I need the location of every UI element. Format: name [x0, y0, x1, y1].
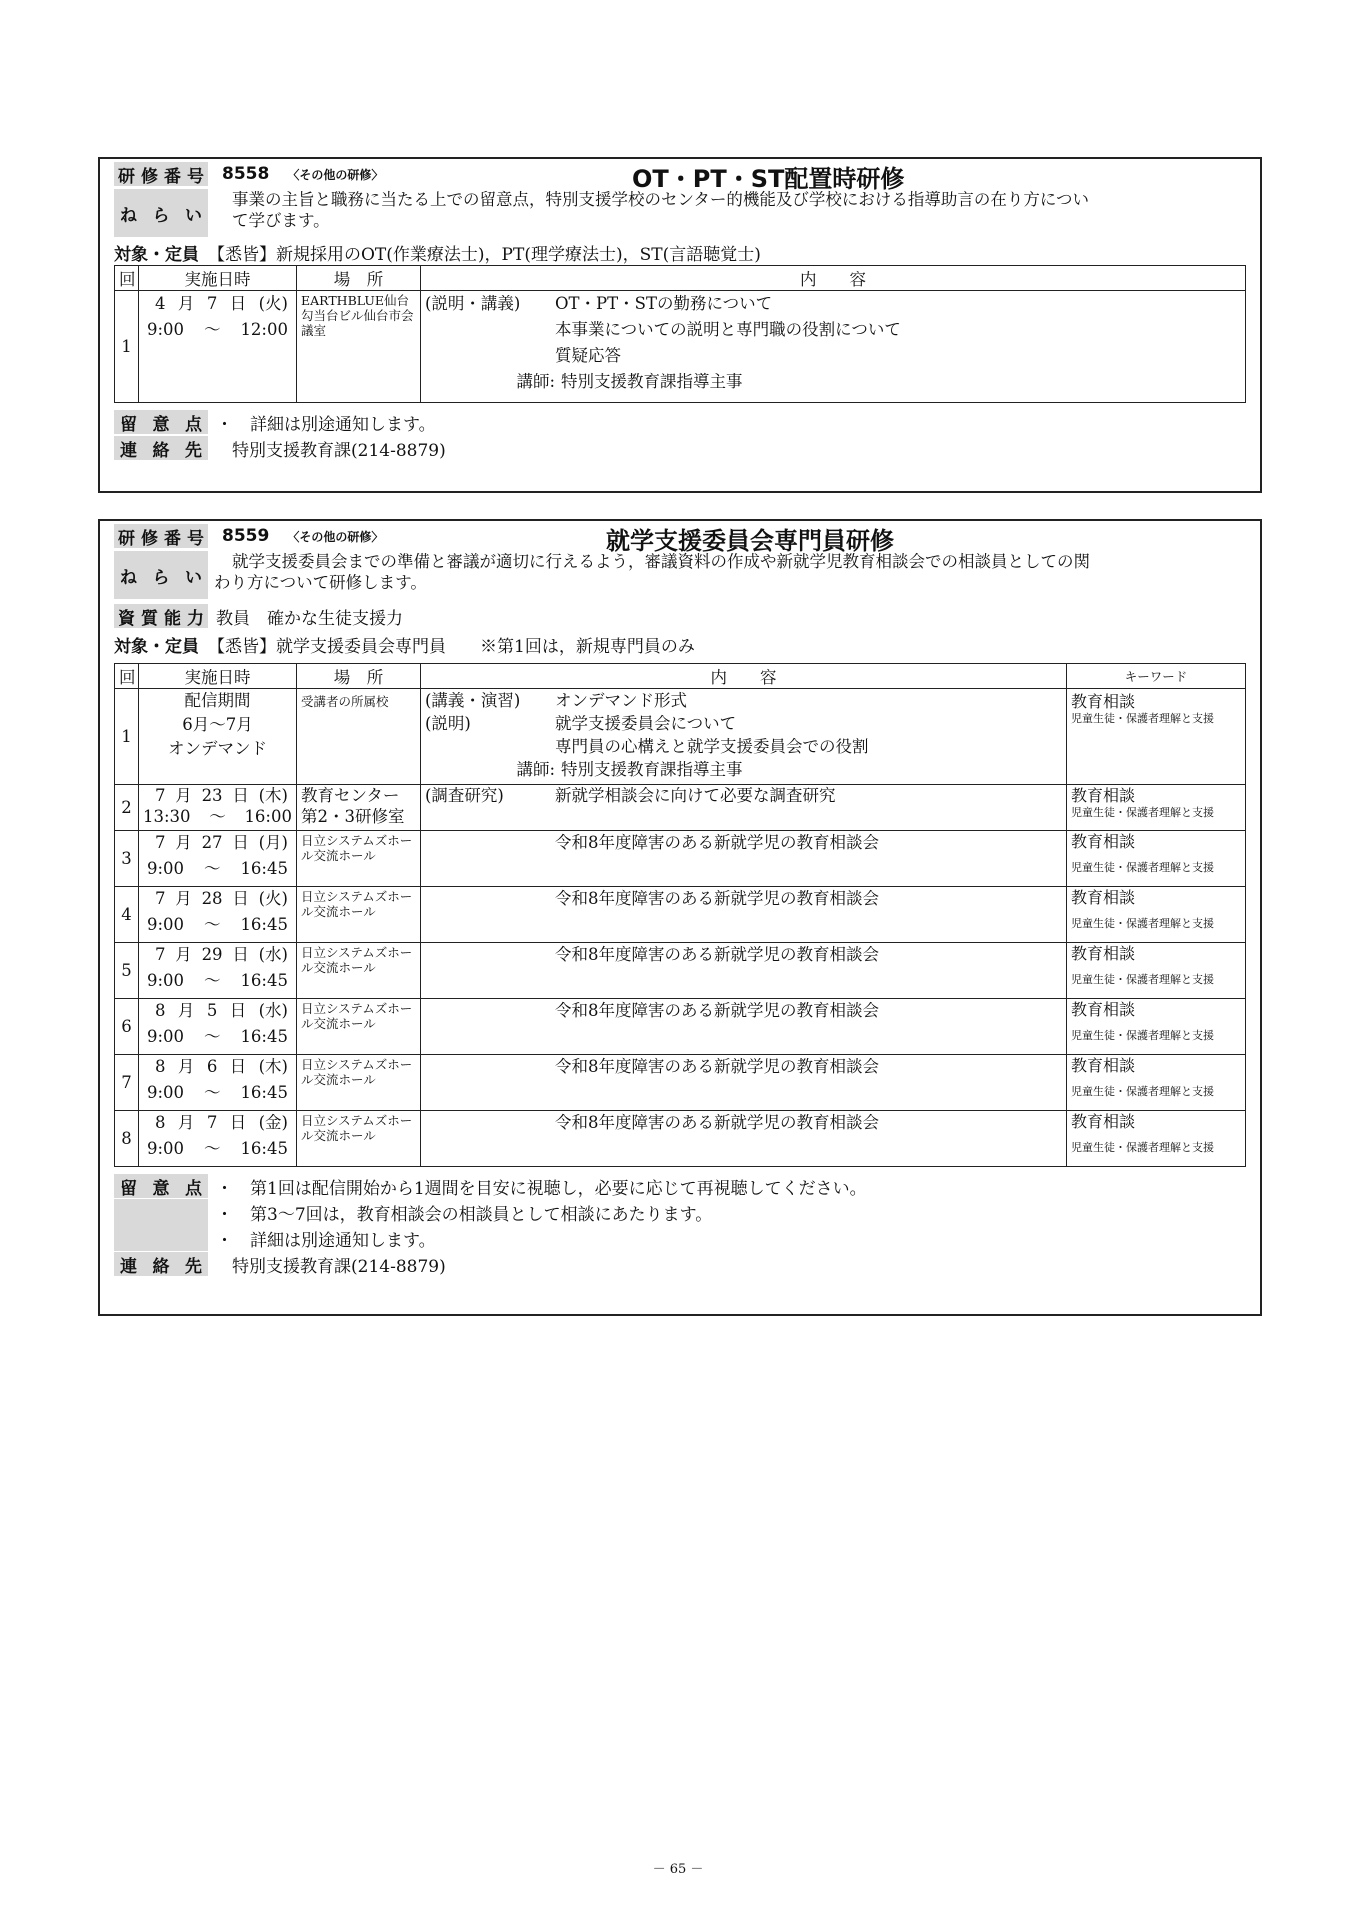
aim-text	[214, 551, 1246, 593]
date-part: 5	[206, 1001, 218, 1020]
keyword-sub: 児童生徒・保護者理解と支援	[1071, 861, 1214, 874]
content-text: 令和8年度障害のある新就学児の教育相談会	[555, 1057, 879, 1076]
row-content	[421, 1111, 1067, 1167]
time-part: 9:00	[147, 1139, 185, 1158]
table-row	[115, 1111, 1246, 1167]
content-text: 令和8年度障害のある新就学児の教育相談会	[555, 945, 879, 964]
ability-row	[100, 603, 1260, 629]
label-char: 意	[152, 1178, 170, 1199]
date-part: 日	[229, 1057, 247, 1076]
course-box-8559	[98, 519, 1262, 1316]
number-label	[114, 162, 208, 186]
col-place: 場 所	[297, 664, 421, 689]
row-keyword	[1067, 1111, 1246, 1167]
date-part: (木)	[258, 786, 288, 805]
date-part: (火)	[258, 889, 288, 908]
time-part: ～	[204, 971, 221, 990]
row-keyword	[1067, 943, 1246, 999]
row-date	[139, 943, 297, 999]
row-no: 8	[115, 1111, 139, 1167]
label-char: 号	[187, 528, 204, 549]
date-part: 7	[155, 833, 166, 852]
page-number: － 65 －	[652, 1862, 704, 1877]
content-type: (説明・講義)	[425, 294, 521, 313]
row-date	[139, 689, 297, 785]
date-part: 7	[155, 889, 166, 908]
time-part: ～	[204, 1027, 221, 1046]
notes-label-bg	[114, 1225, 208, 1251]
date-part: 27	[201, 833, 223, 852]
date-part: 月	[177, 1113, 195, 1132]
number-label	[114, 524, 208, 548]
time-part: ～	[204, 1139, 221, 1158]
contact-label	[114, 1252, 208, 1276]
label-char: 能	[164, 608, 181, 629]
keyword-sub: 児童生徒・保護者理解と支援	[1071, 973, 1214, 986]
date-part: 28	[201, 889, 223, 908]
table-row	[115, 999, 1246, 1055]
notes-label	[114, 1174, 208, 1198]
aim-label	[114, 189, 208, 237]
date-part: 8	[155, 1057, 166, 1076]
date-part: 8	[155, 1001, 166, 1020]
content-type	[425, 735, 555, 758]
target-row	[100, 239, 1260, 265]
table-row	[115, 831, 1246, 887]
date-part: 月	[175, 945, 192, 964]
row-date	[139, 887, 297, 943]
time-part: 9:00	[147, 1027, 185, 1046]
label-char: 連	[120, 1256, 137, 1277]
time-part: 12:00	[240, 320, 288, 339]
date-part: (水)	[258, 945, 288, 964]
label-char: 意	[152, 414, 170, 435]
notes-label-bg	[114, 1199, 208, 1225]
target-label: 対象・定員	[114, 636, 199, 657]
content-type	[425, 317, 555, 343]
schedule-table	[114, 663, 1246, 1167]
col-date: 実施日時	[139, 266, 297, 291]
keyword-main: 教育相談	[1071, 944, 1136, 963]
row-place: 日立システムズホール交流ホール	[297, 831, 421, 887]
time-part: ～	[204, 859, 221, 878]
target-text: 【悉皆】就学支援委員会専門員 ※第1回は，新規専門員のみ	[208, 636, 695, 657]
time-part: 16:45	[240, 859, 288, 878]
date-part: (水)	[258, 1001, 288, 1020]
label-char: 修	[141, 528, 158, 549]
content-type: (説明)	[425, 714, 471, 733]
note-text: ・ 詳細は別途通知します。	[216, 414, 436, 435]
place-line: 第2・3研修室	[301, 807, 405, 826]
row-content	[421, 831, 1067, 887]
row-date	[139, 831, 297, 887]
row-keyword	[1067, 1055, 1246, 1111]
content-type: (講義・演習)	[425, 691, 521, 710]
contact-row	[114, 1251, 1246, 1277]
label-char: 質	[141, 608, 158, 629]
content-text: オンデマンド形式	[555, 691, 687, 710]
row-place	[297, 785, 421, 831]
label-char: 先	[185, 1256, 202, 1277]
keyword-sub: 児童生徒・保護者理解と支援	[1071, 917, 1214, 930]
date-part: 日	[229, 294, 247, 313]
label-char: 研	[118, 166, 135, 187]
label-char: 番	[164, 166, 181, 187]
table-header	[115, 266, 1246, 291]
keyword-sub: 児童生徒・保護者理解と支援	[1071, 806, 1214, 819]
row-keyword	[1067, 887, 1246, 943]
time-part: 9:00	[147, 971, 185, 990]
note-text: ・ 詳細は別途通知します。	[216, 1230, 436, 1251]
aim-label	[114, 551, 208, 599]
contact-label	[114, 436, 208, 460]
col-content: 内 容	[421, 266, 1246, 291]
notes-block	[114, 1173, 1246, 1277]
date-part: 8	[155, 1113, 166, 1132]
keyword-main: 教育相談	[1071, 888, 1136, 907]
contact-row	[114, 435, 1246, 461]
date-part: 月	[177, 294, 195, 313]
course-box-8558	[98, 157, 1262, 493]
date-part: (火)	[258, 294, 288, 313]
time-part: 9:00	[147, 320, 185, 339]
notes-block	[114, 409, 1246, 461]
date-line: 6月～7月	[182, 715, 253, 734]
time-part: 9:00	[147, 1083, 185, 1102]
row-keyword	[1067, 999, 1246, 1055]
ability-text: 教員 確かな生徒支援力	[216, 608, 403, 629]
keyword-sub: 児童生徒・保護者理解と支援	[1071, 1029, 1214, 1042]
date-part: 日	[232, 786, 249, 805]
label-char: 留	[120, 414, 137, 435]
date-part: (金)	[258, 1113, 288, 1132]
keyword-main: 教育相談	[1071, 692, 1136, 711]
time-part: 9:00	[147, 859, 185, 878]
time-part: 16:45	[240, 915, 288, 934]
label-char: 研	[118, 528, 135, 549]
row-no: 1	[115, 689, 139, 785]
row-content	[421, 943, 1067, 999]
label-char: い	[185, 205, 202, 226]
row-place: EARTHBLUE仙台勾当台ビル仙台市会議室	[297, 291, 421, 403]
date-line: オンデマンド	[168, 739, 267, 758]
label-char: ね	[120, 205, 137, 226]
date-part: 日	[229, 1001, 247, 1020]
content-text: OT・PT・STの勤務について	[555, 294, 773, 313]
table-row	[115, 785, 1246, 831]
date-part: 7	[155, 945, 166, 964]
table-row	[115, 943, 1246, 999]
date-part: 日	[232, 945, 249, 964]
date-part: 7	[206, 294, 218, 313]
time-part: ～	[204, 320, 221, 339]
keyword-main: 教育相談	[1071, 1112, 1136, 1131]
lecturer-label: 講師:	[516, 760, 555, 779]
time-part: 13:30	[143, 807, 191, 826]
keyword-sub: 児童生徒・保護者理解と支援	[1071, 1085, 1214, 1098]
label-char: 絡	[152, 1256, 170, 1277]
keyword-sub: 児童生徒・保護者理解と支援	[1071, 1141, 1214, 1154]
table-row	[115, 689, 1246, 785]
lecturer-name: 特別支援教育課指導主事	[561, 372, 743, 391]
row-date	[139, 1111, 297, 1167]
schedule-table	[114, 265, 1246, 403]
label-char: 先	[185, 440, 202, 461]
row-date	[139, 999, 297, 1055]
note-text: ・ 第1回は配信開始から1週間を目安に視聴し，必要に応じて再視聴してください。	[216, 1178, 867, 1199]
time-part: ～	[204, 915, 221, 934]
place-line: 教育センター	[301, 786, 400, 805]
time-part: ～	[204, 1083, 221, 1102]
content-type	[425, 343, 555, 369]
row-date	[139, 1055, 297, 1111]
row-no: 1	[115, 291, 139, 403]
label-char: 番	[164, 528, 181, 549]
date-part: 日	[232, 889, 249, 908]
lecturer-name: 特別支援教育課指導主事	[561, 760, 743, 779]
col-place: 場 所	[297, 266, 421, 291]
row-no: 7	[115, 1055, 139, 1111]
content-text: 質疑応答	[555, 346, 621, 365]
keyword-main: 教育相談	[1071, 786, 1136, 805]
content-text: 就学支援委員会について	[555, 714, 737, 733]
date-part: 6	[206, 1057, 218, 1076]
row-date	[139, 785, 297, 831]
course-category: 〈その他の研修〉	[287, 167, 384, 182]
content-text: 新就学相談会に向けて必要な調査研究	[555, 786, 836, 805]
label-char: ら	[152, 205, 170, 226]
course-number: 8558	[222, 164, 270, 184]
label-char: 留	[120, 1178, 137, 1199]
aim-text	[214, 189, 1246, 231]
date-part: 月	[177, 1001, 195, 1020]
time-part: 16:45	[240, 1139, 288, 1158]
time-part: 16:45	[240, 1083, 288, 1102]
row-date	[139, 291, 297, 403]
row-keyword	[1067, 689, 1246, 785]
row-no: 2	[115, 785, 139, 831]
time-part: 9:00	[147, 915, 185, 934]
content-text: 令和8年度障害のある新就学児の教育相談会	[555, 889, 879, 908]
target-text: 【悉皆】新規採用のOT(作業療法士)，PT(理学療法士)，ST(言語聴覚士)	[208, 244, 761, 265]
course-title: OT・PT・ST配置時研修	[632, 165, 905, 193]
date-part: 23	[201, 786, 223, 805]
lecturer-label: 講師:	[516, 372, 555, 391]
table-row	[115, 291, 1246, 403]
date-part: 日	[232, 833, 249, 852]
date-part: 日	[229, 1113, 247, 1132]
date-part: (月)	[258, 833, 288, 852]
aim-line: 就学支援委員会までの準備と審議が適切に行えるよう，審議資料の作成や新就学児教育相談会での相談員としての関	[232, 552, 1090, 571]
label-char: い	[185, 567, 202, 588]
row-no: 6	[115, 999, 139, 1055]
row-content	[421, 999, 1067, 1055]
course-title: 就学支援委員会専門員研修	[606, 527, 894, 555]
date-part: 4	[155, 294, 166, 313]
content-text: 本事業についての説明と専門職の役割について	[555, 320, 901, 339]
content-text: 令和8年度障害のある新就学児の教育相談会	[555, 1113, 879, 1132]
content-text: 令和8年度障害のある新就学児の教育相談会	[555, 1001, 879, 1020]
target-label: 対象・定員	[114, 244, 199, 265]
row-place: 日立システムズホール交流ホール	[297, 943, 421, 999]
content-type: (調査研究)	[425, 786, 504, 805]
label-char: 修	[141, 166, 158, 187]
aim-line: わり方について研修します。	[214, 573, 427, 592]
content-text: 令和8年度障害のある新就学児の教育相談会	[555, 833, 879, 852]
table-row	[115, 887, 1246, 943]
row-no: 5	[115, 943, 139, 999]
time-part: 16:45	[240, 971, 288, 990]
row-place: 日立システムズホール交流ホール	[297, 1111, 421, 1167]
keyword-sub: 児童生徒・保護者理解と支援	[1071, 712, 1214, 725]
target-row	[100, 631, 1260, 657]
row-content	[421, 887, 1067, 943]
date-line: 配信期間	[184, 691, 251, 710]
row-no: 4	[115, 887, 139, 943]
date-part: 7	[155, 786, 166, 805]
col-no: 回	[115, 266, 139, 291]
label-char: 点	[185, 414, 202, 435]
row-no: 3	[115, 831, 139, 887]
label-char: ね	[120, 567, 137, 588]
aim-line: 事業の主旨と職務に当たる上での留意点，特別支援学校のセンター的機能及び学校における指導助言の在り方につい	[232, 190, 1090, 209]
row-content	[421, 785, 1067, 831]
row-place: 日立システムズホール交流ホール	[297, 999, 421, 1055]
note-text: ・ 第3～7回は，教育相談会の相談員として相談にあたります。	[216, 1204, 713, 1225]
date-part: 月	[177, 1057, 195, 1076]
label-char: 号	[187, 166, 204, 187]
col-keyword: キーワード	[1067, 664, 1246, 689]
notes-row	[114, 1199, 1246, 1225]
col-content: 内 容	[421, 664, 1067, 689]
contact-text: 特別支援教育課(214-8879)	[232, 1256, 446, 1277]
col-no: 回	[115, 664, 139, 689]
label-char: 力	[187, 608, 204, 629]
content-text: 専門員の心構えと就学支援委員会での役割	[555, 737, 869, 756]
time-part: 16:00	[244, 807, 292, 826]
time-part: ～	[209, 807, 226, 826]
keyword-main: 教育相談	[1071, 1000, 1136, 1019]
table-header	[115, 664, 1246, 689]
keyword-main: 教育相談	[1071, 1056, 1136, 1075]
date-part: 7	[206, 1113, 218, 1132]
ability-label	[114, 604, 208, 628]
aim-line: て学びます。	[232, 211, 330, 230]
row-content	[421, 689, 1067, 785]
notes-label	[114, 410, 208, 434]
notes-row	[114, 1173, 1246, 1199]
notes-row	[114, 1225, 1246, 1251]
notes-row	[114, 409, 1246, 435]
row-content	[421, 1055, 1067, 1111]
contact-text: 特別支援教育課(214-8879)	[232, 440, 446, 461]
date-part: 月	[175, 889, 192, 908]
label-char: ら	[152, 567, 170, 588]
row-keyword	[1067, 831, 1246, 887]
course-number: 8559	[222, 526, 270, 546]
label-char: 絡	[152, 440, 170, 461]
row-content	[421, 291, 1246, 403]
row-place: 受講者の所属校	[297, 689, 421, 785]
date-part: (木)	[258, 1057, 288, 1076]
keyword-main: 教育相談	[1071, 832, 1136, 851]
date-part: 月	[175, 786, 192, 805]
row-keyword	[1067, 785, 1246, 831]
label-char: 資	[118, 608, 135, 629]
col-date: 実施日時	[139, 664, 297, 689]
row-place: 日立システムズホール交流ホール	[297, 1055, 421, 1111]
label-char: 連	[120, 440, 137, 461]
time-part: 16:45	[240, 1027, 288, 1046]
date-part: 29	[201, 945, 223, 964]
date-part: 月	[175, 833, 192, 852]
label-char: 点	[185, 1178, 202, 1199]
course-category: 〈その他の研修〉	[287, 529, 384, 544]
table-row	[115, 1055, 1246, 1111]
row-place: 日立システムズホール交流ホール	[297, 887, 421, 943]
